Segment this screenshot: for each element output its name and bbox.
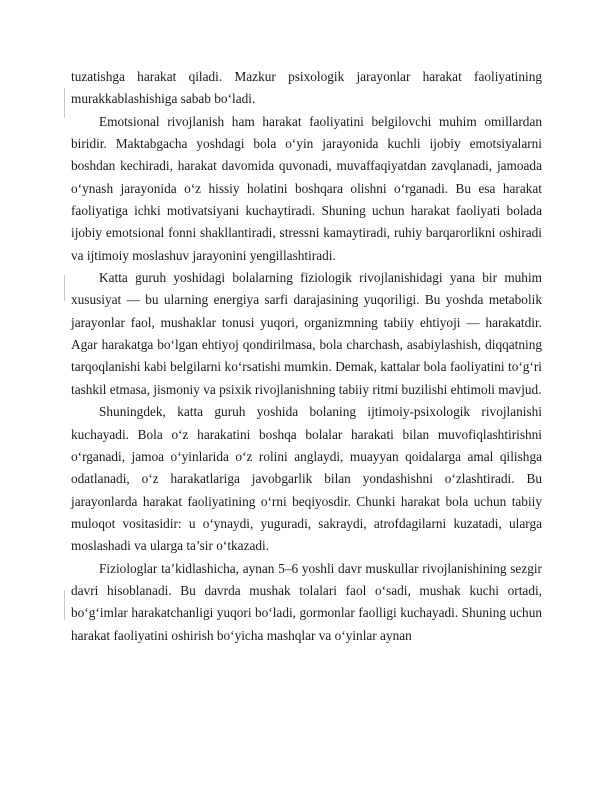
document-body	[71, 66, 542, 647]
margin-mark	[64, 590, 65, 620]
margin-mark	[64, 275, 65, 301]
paragraph: Shuningdek, katta guruh yoshida bolaning ijtimoiy-psixologik rivojlanishi kuchayadi. Bola o‘z harakatini boshqa bolalar harakati bilan muvofiqlashtirishni o‘rganadi, jamoa o‘yinlarida o‘z rolini anglaydi, muayyan qoidalarga amal qilishga odatlanadi, o‘z harakatlariga javobgarlik bilan yondashishni o‘zlashtiradi. Bu jarayonlarda harakat faoliyatining o‘rni beqiyosdir. Chunki harakat bola uchun tabiiy muloqot vositasidir: u o‘ynaydi, yuguradi, sakraydi, atrofdagilarni kuzatadi, ularga moslashadi va ularga ta’sir o‘tkazadi.	[71, 404, 542, 554]
margin-mark	[64, 88, 65, 118]
paragraph: Emotsional rivojlanish ham harakat faoliyatini belgilovchi muhim omillardan biridir. Maktabgacha yoshdagi bola o‘yin jarayonida kuchli ijobiy emotsiyalarni boshdan kechiradi, harakat davomida quvonadi, muvaffaqiyatdan zavqlanadi, jamoada o‘ynash jarayonida o‘z hissiy holatini boshqara olishni o‘rganadi. Bu esa harakat faoliyatiga ichki motivatsiyani kuchaytiradi. Shuning uchun harakat faoliyati bolada ijobiy emotsional fonni shakllantiradi, stressni kamaytiradi, ruhiy barqarorlikni oshiradi va ijtimoiy moslashuv jarayonini yengillashtiradi.	[71, 113, 542, 263]
paragraph: Fiziologlar ta’kidlashicha, aynan 5–6 yoshli davr muskullar rivojlanishining sezgir davri hisoblanadi. Bu davrda mushak tolalari faol o‘sadi, mushak kuchi ortadi, bo‘g‘imlar harakatchanligi yuqori bo‘ladi, gormonlar faolligi kuchayadi. Shuning uchun harakat faoliyatini oshirish bo‘yicha mashqlar va o‘yinlar aynan	[71, 560, 542, 643]
paragraph: tuzatishga harakat qiladi. Mazkur psixologik jarayonlar harakat faoliyatining murakkablashishiga sabab bo‘ladi.	[71, 69, 542, 107]
paragraph: Katta guruh yoshidagi bolalarning fiziologik rivojlanishidagi yana bir muhim xususiyat — bu ularning energiya sarfi darajasining yuqoriligi. Bu yoshda metabolik jarayonlar faol, mushaklar tonusi yuqori, organizmning tabiiy ehtiyoji — harakatdir. Agar harakatga bo‘lgan ehtiyoj qondirilmasa, bola charchash, asabiylashish, diqqatning tarqoqlanishi kabi belgilarni ko‘rsatishi mumkin. Demak, kattalar bola faoliyatini to‘g‘ri tashkil etmasa, jismoniy va psixik rivojlanishning tabiiy ritmi buzilishi ehtimoli mavjud.	[71, 270, 542, 397]
